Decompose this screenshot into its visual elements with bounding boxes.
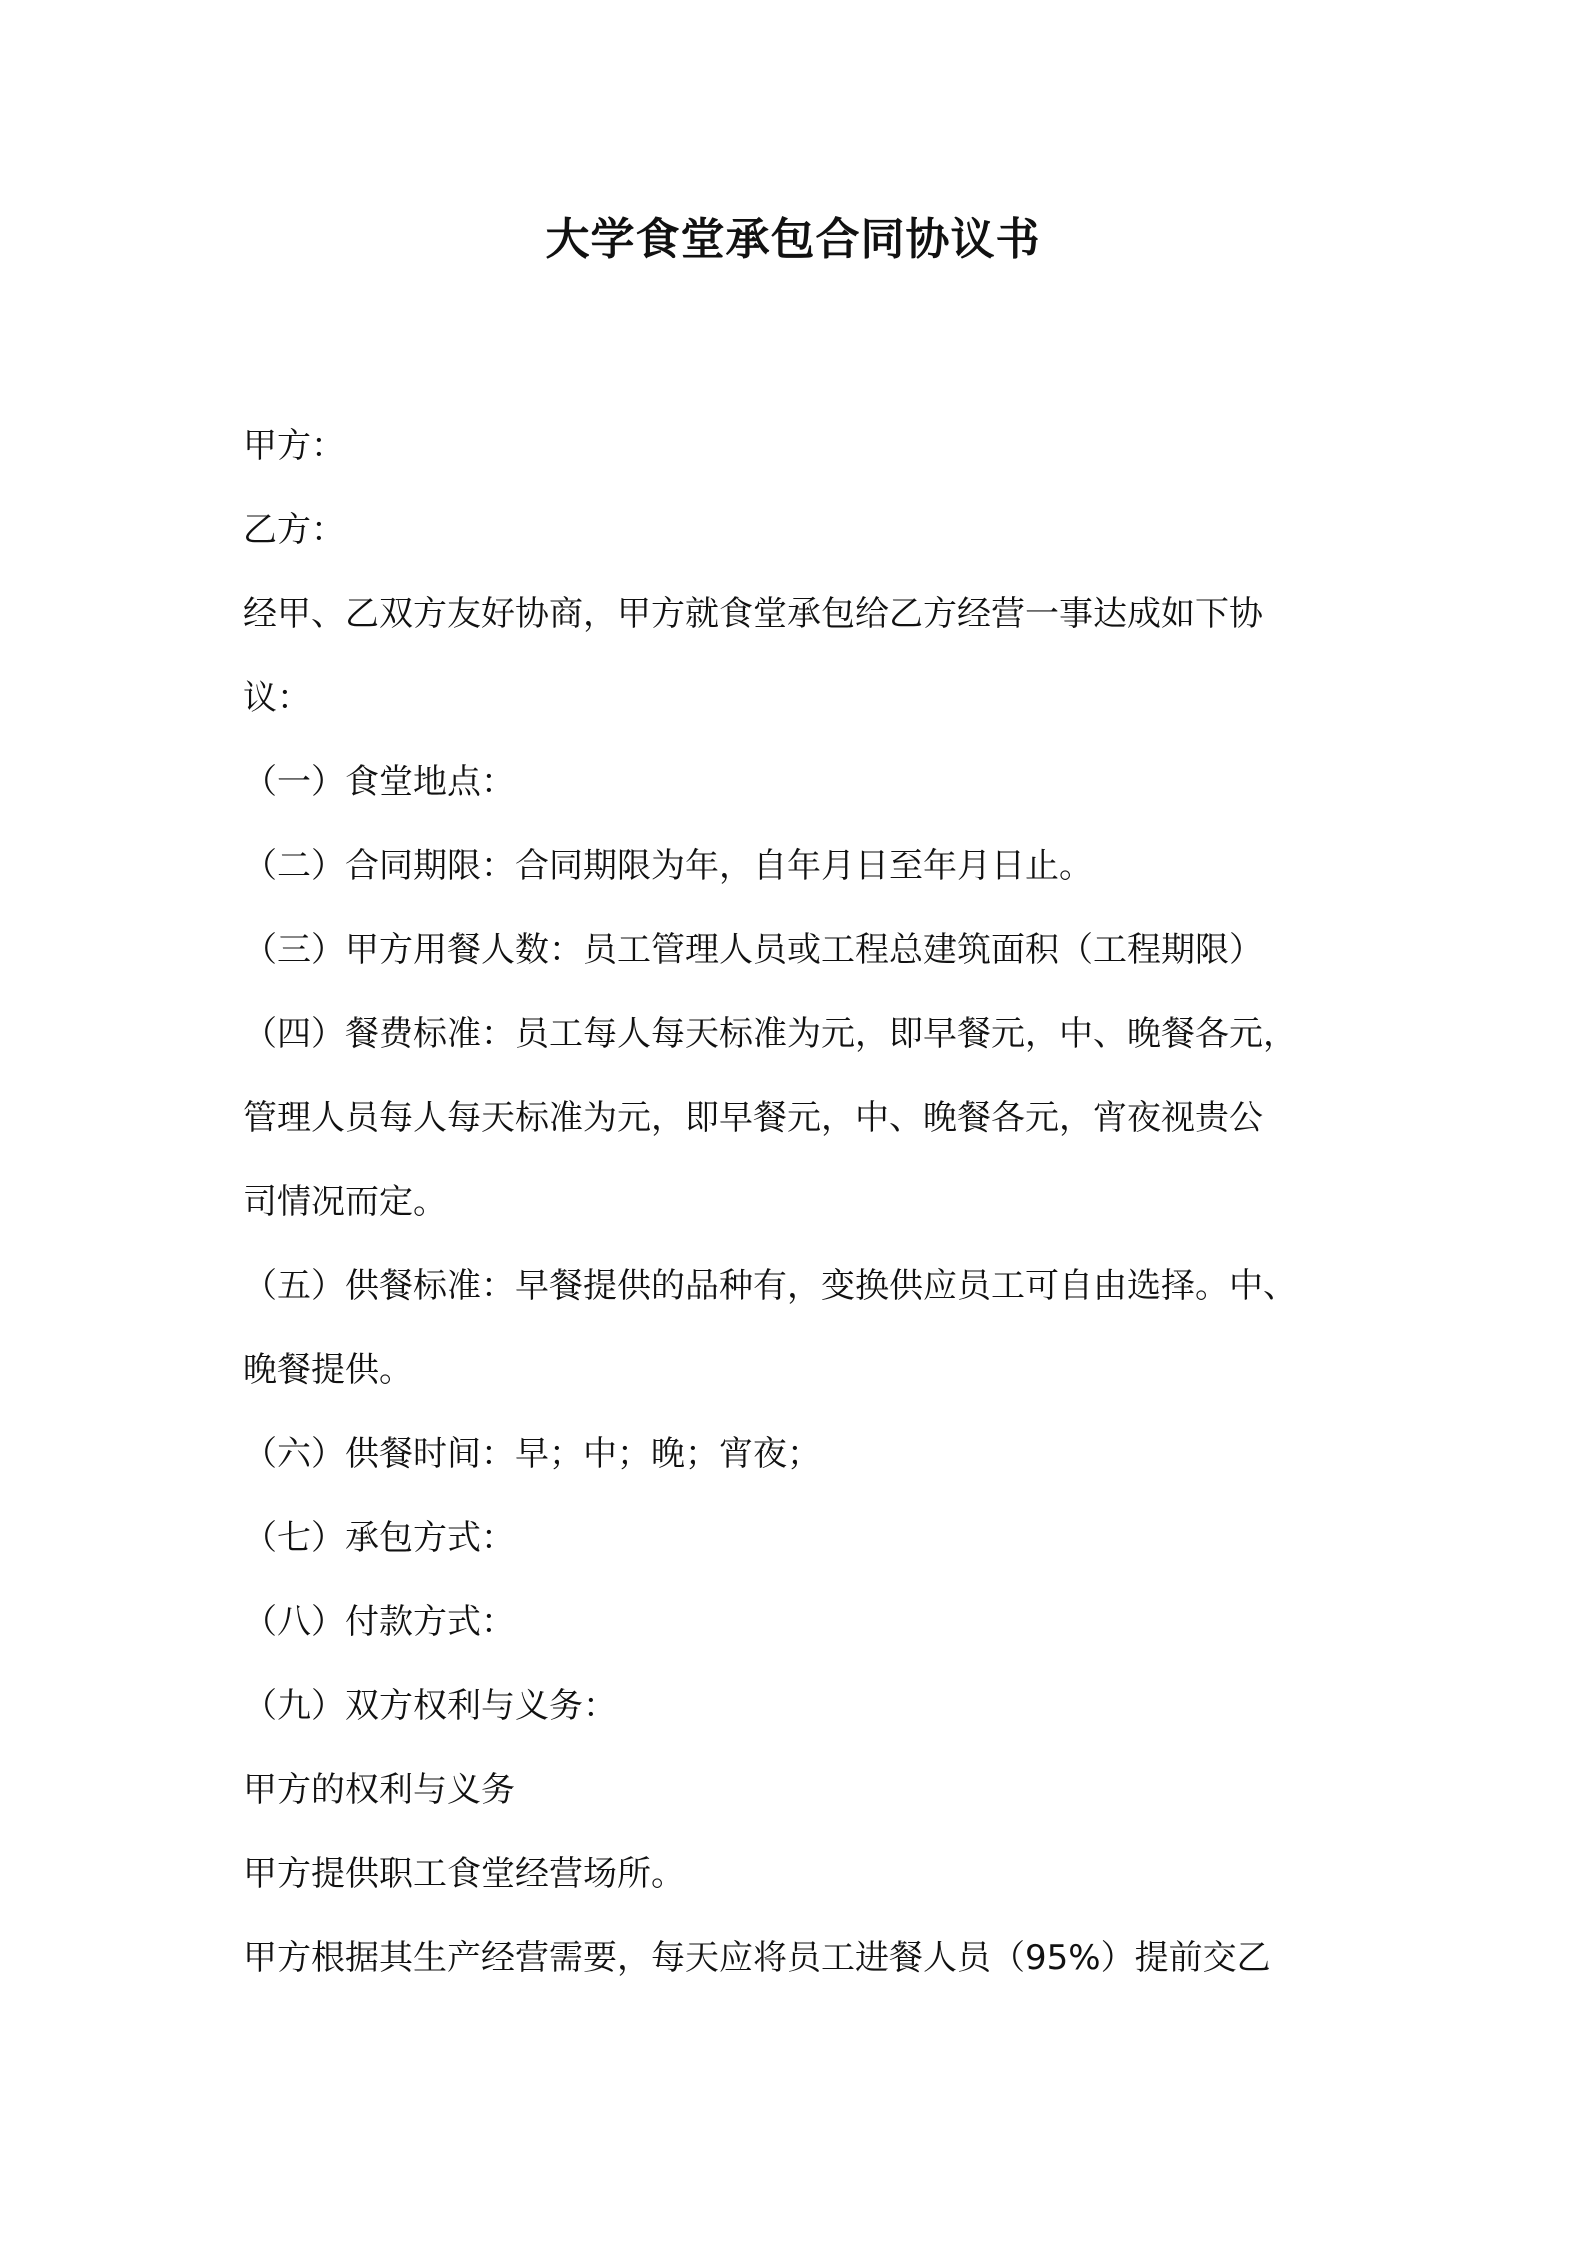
document-body: [243, 404, 1353, 2000]
clause-7-contract-method: （七）承包方式：: [243, 1518, 515, 1558]
clause-1-location: （一）食堂地点：: [243, 762, 515, 802]
clause-9-rights-obligations: （九）双方权利与义务：: [243, 1686, 617, 1726]
clause-4-meal-fee-end: 司情况而定。: [243, 1182, 447, 1222]
party-a-headcount: 甲方根据其生产经营需要，每天应将员工进餐人员（95%）提前交乙: [243, 1938, 1271, 1978]
document-title: 大学食堂承包合同协议书: [545, 214, 1041, 265]
clause-4-meal-fee: （四）餐费标准：员工每人每天标准为元，即早餐元，中、晚餐各元，: [243, 1014, 1297, 1054]
clause-3-diners: （三）甲方用餐人数：员工管理人员或工程总建筑面积（工程期限）: [243, 930, 1263, 970]
clause-6-meal-times: （六）供餐时间：早；中；晚；宵夜；: [243, 1434, 821, 1474]
party-a-premises: 甲方提供职工食堂经营场所。: [243, 1854, 685, 1894]
clause-8-payment-method: （八）付款方式：: [243, 1602, 515, 1642]
preamble-line-continued: 议：: [243, 678, 311, 718]
preamble-line: 经甲、乙双方友好协商，甲方就食堂承包给乙方经营一事达成如下协: [243, 594, 1263, 634]
party-a-line: 甲方：: [243, 426, 345, 466]
party-b-line: 乙方：: [243, 510, 345, 550]
clause-5-meal-standard: （五）供餐标准：早餐提供的品种有，变换供应员工可自由选择。中、: [243, 1266, 1297, 1306]
clause-2-term: （二）合同期限：合同期限为年，自年月日至年月日止。: [243, 846, 1093, 886]
clause-4-meal-fee-continued: 管理人员每人每天标准为元，即早餐元，中、晚餐各元，宵夜视贵公: [243, 1098, 1263, 1138]
clause-5-meal-standard-end: 晚餐提供。: [243, 1350, 413, 1390]
party-a-rights-heading: 甲方的权利与义务: [243, 1770, 515, 1810]
